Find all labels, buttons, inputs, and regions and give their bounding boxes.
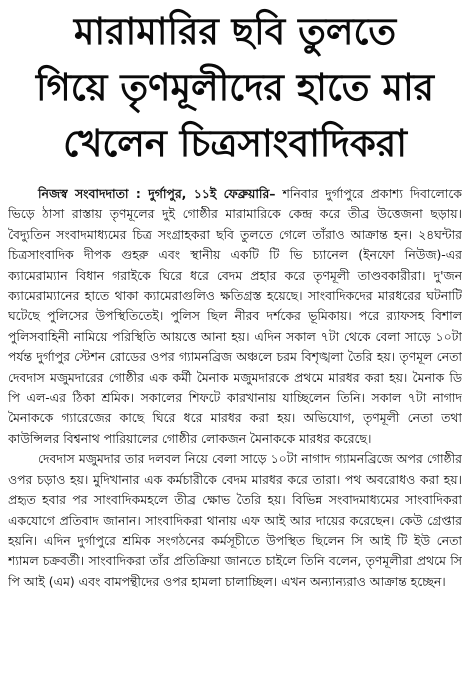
paragraph-1-text: শনিবার দুর্গাপুরে প্রকাশ্য দিবালোকে ভিড়ে ঠাসা রাস্তায় তৃণমূলের দুই গোষ্ঠীর মারামারিকে কেন্দ্র করে তীব্র উত্তেজনা ছড়ায়। বৈদ্যুতিন সংবাদমাধ্যমের চিত্র সংগ্রাহকরা ছবি তুলতে গেলে তাঁরাও আক্রান্ত হন। ২৪ঘন্টার চিত্রসাংবাদিক দীপক গুহরু এবং স্থানীয় একটি টি ভি চ্যানেল (ইনফো নিউজ)-এর ক্যামেরাম্যান বিধান গরাইকে ঘিরে ধরে বেদম প্রহার করে তৃণমূলী তাণ্ডবকারীরা। দু'জন ক্যামেরাম্যানের হাতে থাকা ক্যামেরাগুলিও ক্ষতিগ্রস্ত হয়েছে। সাংবাদিকদের মারধরের ঘটনাটি ঘটেছে পুলিসের উপস্থিতিতেই। পুলিস ছিল নীরব দর্শকের ভূমিকায়। পরে র‍্যাফসহ বিশাল পুলিসবাহিনী নামিয়ে পরিস্থিতি আয়ত্তে আনা হয়। এদিন সকাল ৭টা থেকে বেলা সাড়ে ১০টা পর্যন্ত দুর্গাপুর স্টেশন রোডের ওপর গ্যামনব্রিজ অঞ্চলে চরম বিশৃঙ্খলা তৈরি হয়। তৃণমূল নেতা দেবদাস মজুমদারের গোষ্ঠীর এক কর্মী মৈনাক মজুমদারকে প্রথমে মারধর করা হয়। মৈনাক ডি পি এল-এর ঠিকা শ্রমিক। সকালের শিফটে কারখানায় যাচ্ছিলেন তিনি। সকাল ৭টা নাগাদ মৈনাককে গ্যারেজের কাছে ঘিরে ধরে মারধর করা হয়। অভিযোগ, তৃণমূলী নেতা তথা কাউন্সিলর বিশ্বনাথ পারিয়ালের গোষ্ঠীর লোকজন মৈনাককে মারধর করেছে। xyxy=(8,186,462,446)
headline-line-1: মারামারির ছবি তুলতে xyxy=(73,10,397,53)
paragraph-2-text: দেবদাস মজুমদার তার দলবল নিয়ে বেলা সাড়ে ১০টা নাগাদ গ্যামনব্রিজে অপর গোষ্ঠীর ওপর চড়াও হয়। মুদিখানার এক কর্মচারীকে বেদম মারধর করে তারা। পথ অবরোধও করা হয়। প্রহৃত হবার পর সাংবাদিকমহলে তীব্র ক্ষোভ তৈরি হয়। বিভিন্ন সংবাদমাধ্যমের সাংবাদিকরা একযোগে প্রতিবাদ জানান। সাংবাদিকরা থানায় এফ আই আর দায়ের করেছেন। কেউ গ্রেপ্তার হয়নি। এদিন দুর্গাপুরে শ্রমিক সংগঠনের কর্মসূচীতে উপস্থিত ছিলেন সি আই টি ইউ নেতা শ্যামল চক্রবর্তী। সাংবাদিকরা তাঁর প্রতিক্রিয়া জানতে চাইলে তিনি বলেন, তৃণমূলীরা প্রথমে সি পি আই (এম) এবং বামপন্থীদের ওপর হামলা চালাচ্ছিল। এখন অন্যান্যরাও আক্রান্ত হচ্ছেন। xyxy=(8,451,462,589)
article-body xyxy=(8,184,462,694)
byline: নিজস্ব সংবাদদাতা : দুর্গাপুর, ১১ই ফেব্রুয়ারি– xyxy=(38,186,276,201)
headline xyxy=(0,0,470,172)
headline-line-2: গিয়ে তৃণমূলীদের হাতে মার xyxy=(35,66,435,109)
headline-line-3: খেলেন চিত্রসাংবাদিকরা xyxy=(63,122,407,165)
article-paragraph-2 xyxy=(8,449,462,592)
article-paragraph-1 xyxy=(8,184,462,449)
